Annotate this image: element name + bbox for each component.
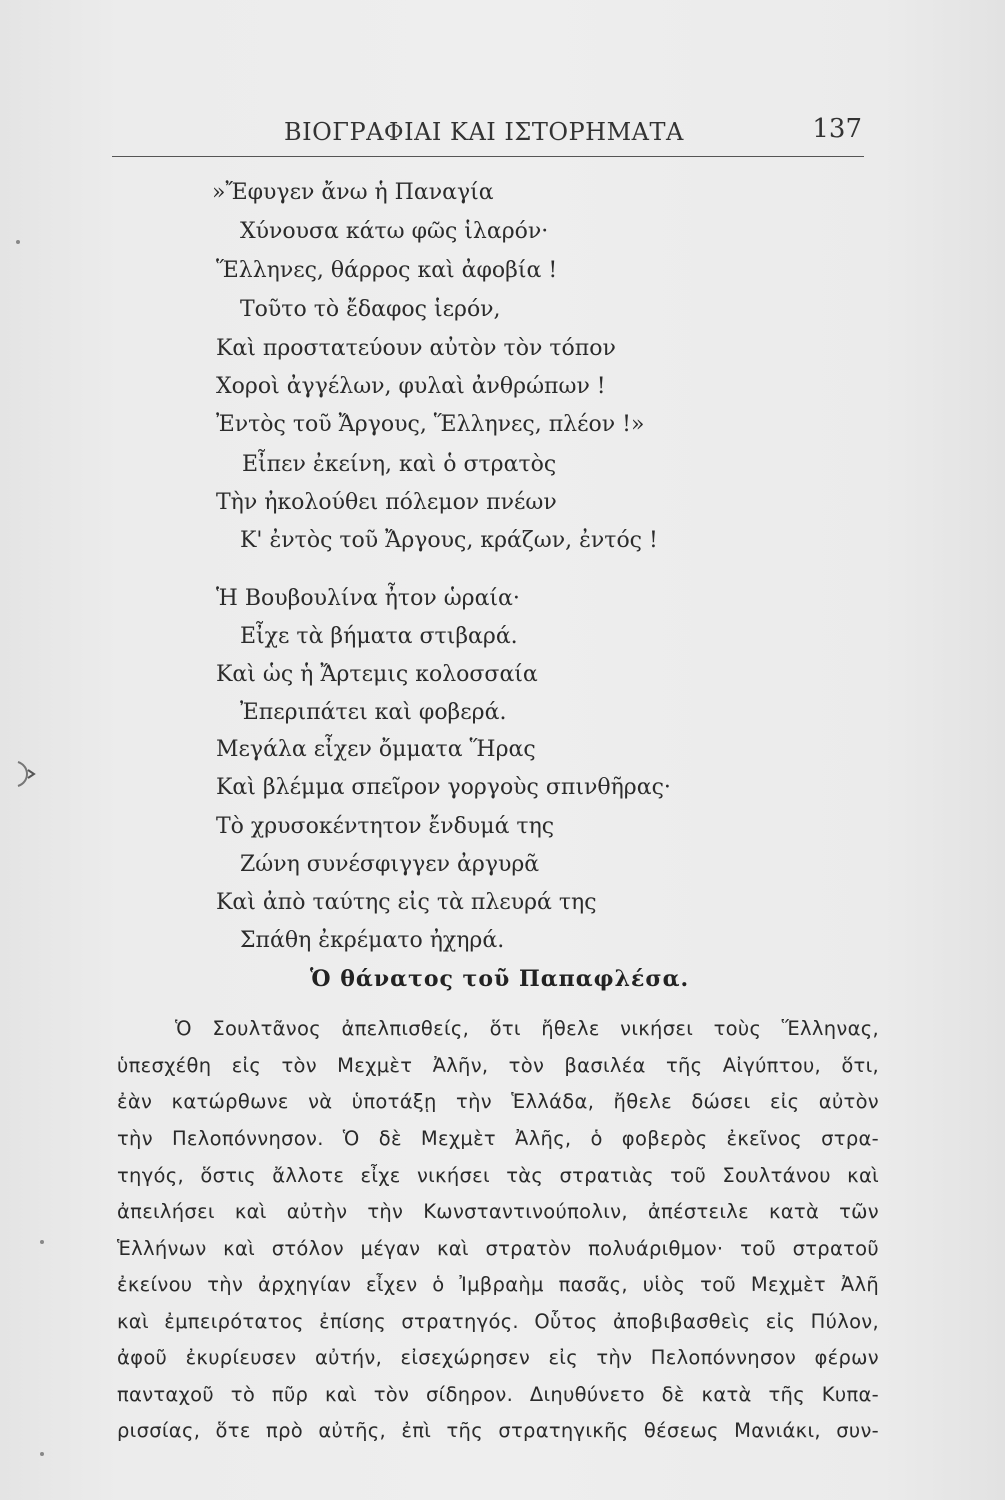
prose-line: ἐκείνου τὴν ἀρχηγίαν εἶχεν ὁ Ἰμβραὴμ πασᾶς, υἱὸς τοῦ Μεχμὲτ Ἀλῆ <box>117 1273 879 1296</box>
running-header <box>112 112 864 157</box>
margin-speck <box>40 1240 44 1244</box>
prose-line: Ὁ Σουλτᾶνος ἀπελπισθείς, ὅτι ἤθελε νικήσει τοὺς Ἕλληνας, <box>175 1017 879 1040</box>
poem-line: Ἡ Βουβουλίνα ἦτον ὡραία· <box>216 586 520 611</box>
poem-line: Ζώνη συνέσφιγγεν ἀργυρᾶ <box>240 852 540 877</box>
poem-line: Ἕλληνες, θάρρος καὶ ἀφοβία ! <box>216 258 558 283</box>
margin-speck <box>40 1452 44 1456</box>
page-number: 137 <box>812 114 862 144</box>
section-title: Ὁ θάνατος τοῦ Παπαφλέσα. <box>310 966 690 992</box>
prose-line: τὴν Πελοπόννησον. Ὁ δὲ Μεχμὲτ Ἀλῆς, ὁ φοβερὸς ἐκεῖνος στρα- <box>117 1127 879 1150</box>
prose-line: ρισσίας, ὅτε πρὸ αὐτῆς, ἐπὶ τῆς στρατηγικῆς θέσεως Μανιάκι, συν- <box>117 1419 879 1442</box>
prose-line: ἀφοῦ ἐκυρίευσεν αὐτήν, εἰσεχώρησεν εἰς τὴν Πελοπόννησον φέρων <box>117 1346 879 1369</box>
prose-line: Ἑλλήνων καὶ στόλον μέγαν καὶ στρατὸν πολυάριθμον· τοῦ στρατοῦ <box>117 1237 879 1260</box>
poem-line: Σπάθη ἐκρέματο ἠχηρά. <box>240 928 505 953</box>
poem-line: Κ' ἐντὸς τοῦ Ἄργους, κράζων, ἐντός ! <box>240 528 658 553</box>
prose-line: ἀπειλήσει καὶ αὐτὴν τὴν Κωνσταντινούπολιν, ἀπέστειλε κατὰ τῶν <box>117 1200 879 1223</box>
poem-line: Εἶπεν ἐκείνη, καὶ ὁ στρατὸς <box>242 452 557 477</box>
poem-line: Μεγάλα εἶχεν ὄμματα Ἥρας <box>216 737 536 762</box>
prose-line: ὑπεσχέθη εἰς τὸν Μεχμὲτ Ἀλῆν, τὸν βασιλέα τῆς Αἰγύπτου, ὅτι, <box>117 1054 879 1077</box>
poem-line: Ἐντὸς τοῦ Ἄργους, Ἕλληνες, πλέον !» <box>216 412 645 437</box>
poem-line: Ἐπεριπάτει καὶ φοβερά. <box>240 700 507 725</box>
poem-line: Τοῦτο τὸ ἔδαφος ἱερόν, <box>240 297 501 322</box>
poem-line: Χοροὶ ἀγγέλων, φυλαὶ ἀνθρώπων ! <box>216 374 606 399</box>
poem-line: Εἶχε τὰ βήματα στιβαρά. <box>240 624 518 649</box>
prose-line: πανταχοῦ τὸ πῦρ καὶ τὸν σίδηρον. Διηυθύνετο δὲ κατὰ τῆς Κυπα- <box>117 1383 879 1406</box>
prose-line: καὶ ἐμπειρότατος ἐπίσης στρατηγός. Οὗτος ἀποβιβασθεὶς εἰς Πύλον, <box>117 1310 879 1333</box>
poem-line: Καὶ ὡς ἡ Ἄρτεμις κολοσσαία <box>216 662 538 687</box>
margin-speck <box>16 240 20 244</box>
binding-mark-icon <box>14 760 36 788</box>
running-title: ΒΙΟΓΡΑΦΙΑΙ ΚΑΙ ΙΣΤΟΡΗΜΑΤΑ <box>284 118 684 146</box>
poem-line: Τὴν ἠκολούθει πόλεμον πνέων <box>216 490 557 515</box>
prose-line: ἐὰν κατώρθωνε νὰ ὑποτάξῃ τὴν Ἑλλάδα, ἤθελε δώσει εἰς αὐτὸν <box>117 1090 879 1113</box>
poem-line: Καὶ βλέμμα σπεῖρον γοργοὺς σπινθῆρας· <box>216 775 671 800</box>
poem-line: Καὶ ἀπὸ ταύτης εἰς τὰ πλευρά της <box>216 890 597 915</box>
poem-line: Χύνουσα κάτω φῶς ἱλαρόν· <box>240 219 549 244</box>
poem-line: Καὶ προστατεύουν αὐτὸν τὸν τόπον <box>216 336 616 361</box>
prose-line: τηγός, ὅστις ἄλλοτε εἶχε νικήσει τὰς στρατιὰς τοῦ Σουλτάνου καὶ <box>117 1164 879 1187</box>
poem-line: »Ἔφυγεν ἄνω ἡ Παναγία <box>212 180 494 205</box>
poem-line: Τὸ χρυσοκέντητον ἔνδυμά της <box>216 814 555 839</box>
